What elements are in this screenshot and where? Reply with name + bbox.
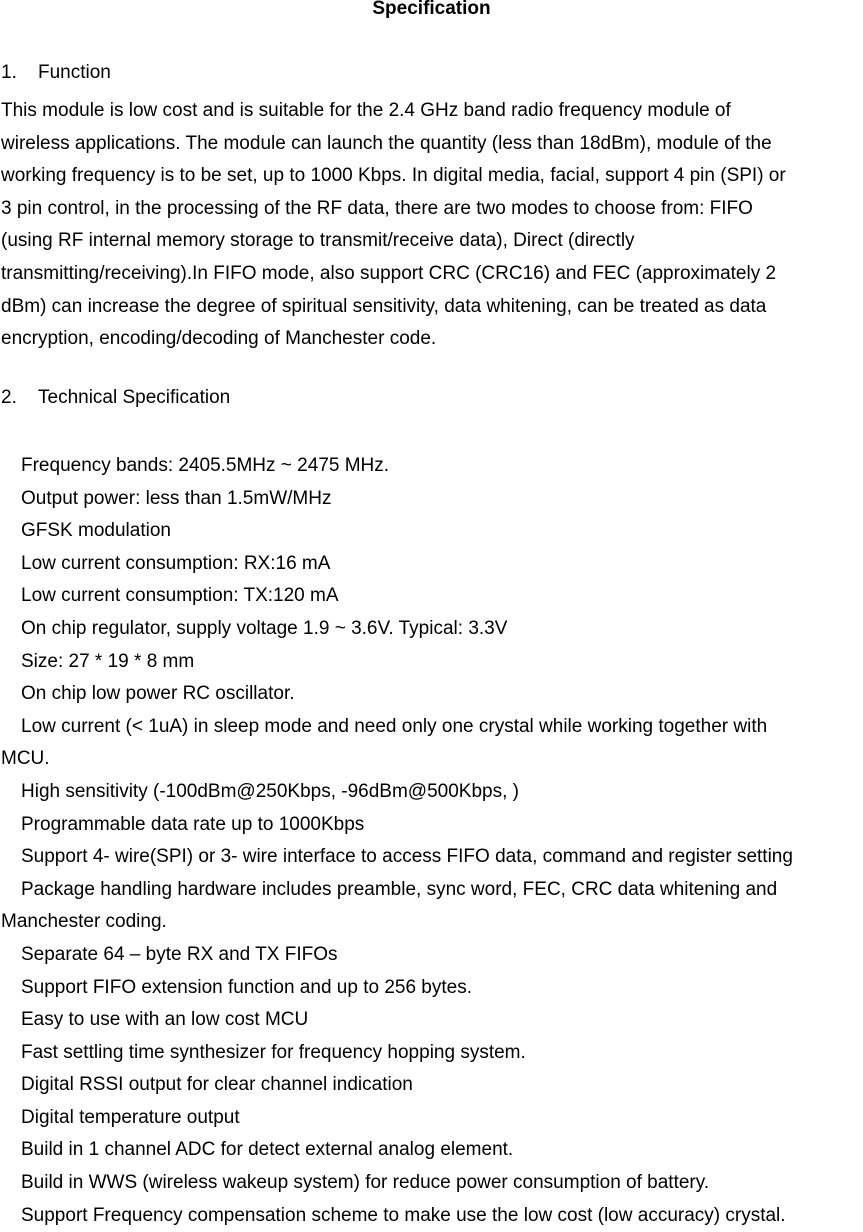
- page-title: Specification: [372, 0, 491, 19]
- spec-item: [0, 1167, 863, 1200]
- spec-item-continuation: MCU.: [1, 748, 50, 770]
- spec-item-text: On chip regulator, supply voltage 1.9 ~ 3.6V. Typical: 3.3V: [21, 617, 508, 639]
- spec-item: [0, 874, 863, 939]
- spec-item-text: Separate 64 – byte RX and TX FIFOs: [21, 943, 338, 965]
- spec-item: [0, 711, 863, 776]
- spec-item-text: Easy to use with an low cost MCU: [21, 1009, 309, 1031]
- spec-item-text: Programmable data rate up to 1000Kbps: [21, 813, 365, 835]
- spec-item-text: Digital RSSI output for clear channel indication: [21, 1074, 413, 1096]
- function-paragraph-line: wireless applications. The module can launch the quantity (less than 18dBm), module of the: [1, 132, 772, 154]
- spec-item-text: Frequency bands: 2405.5MHz ~ 2475 MHz.: [21, 455, 390, 476]
- spec-item: [0, 450, 863, 483]
- spec-item: [0, 1134, 863, 1167]
- spec-item-text: Package handling hardware includes preamble, sync word, FEC, CRC data whitening and: [21, 878, 778, 900]
- spec-item: [0, 1102, 863, 1135]
- spec-item-text: Low current (< 1uA) in sleep mode and need only one crystal while working together with: [21, 715, 768, 737]
- spec-item-text: Low current consumption: RX:16 mA: [21, 552, 331, 574]
- spec-item-text: Support FIFO extension function and up to 256 bytes.: [21, 976, 472, 998]
- spec-item: [0, 483, 863, 516]
- spec-item: [0, 1004, 863, 1037]
- spec-item: [0, 1037, 863, 1070]
- technical-spec-list: [0, 450, 863, 1232]
- spec-item: [0, 548, 863, 581]
- function-paragraph-line: transmitting/receiving).In FIFO mode, also support CRC (CRC16) and FEC (approximately 2: [1, 262, 777, 284]
- spec-item: [0, 515, 863, 548]
- spec-item-text: Support 4- wire(SPI) or 3- wire interface to access FIFO data, command and register setting: [21, 846, 793, 868]
- function-paragraph-line: This module is low cost and is suitable for the 2.4 GHz band radio frequency module of: [1, 100, 731, 121]
- section-1-title: Function: [38, 62, 111, 83]
- spec-item: [0, 678, 863, 711]
- spec-item-text: Low current consumption: TX:120 mA: [21, 585, 339, 607]
- function-paragraph-line: (using RF internal memory storage to transmit/receive data), Direct (directly: [1, 230, 635, 252]
- spec-item: [0, 809, 863, 842]
- function-paragraph-line: 3 pin control, in the processing of the RF data, there are two modes to choose from: FIFO: [1, 197, 753, 219]
- spec-item: [0, 580, 863, 613]
- function-paragraph-line: encryption, encoding/decoding of Manchester code.: [1, 328, 437, 350]
- function-paragraph-line: dBm) can increase the degree of spiritual sensitivity, data whitening, can be treated as data: [1, 295, 767, 317]
- spec-item: [0, 841, 863, 874]
- spec-item-text: Build in 1 channel ADC for detect external analog element.: [21, 1139, 514, 1161]
- spec-item: [0, 972, 863, 1005]
- spec-item-text: Digital temperature output: [21, 1106, 240, 1128]
- section-1-number: 1.: [1, 62, 17, 83]
- spec-item: [0, 1200, 863, 1232]
- spec-item-text: Fast settling time synthesizer for frequency hopping system.: [21, 1041, 526, 1063]
- spec-item: [0, 776, 863, 809]
- function-paragraph: [1, 95, 863, 356]
- spec-item: [0, 939, 863, 972]
- spec-item-text: Build in WWS (wireless wakeup system) for reduce power consumption of battery.: [21, 1172, 710, 1194]
- section-2-heading: [1, 387, 230, 409]
- spec-item-text: High sensitivity (-100dBm@250Kbps, -96dBm@500Kbps, ): [21, 780, 519, 802]
- spec-item: [0, 1069, 863, 1102]
- spec-item-text: Size: 27 * 19 * 8 mm: [21, 650, 195, 672]
- spec-item-text: Support Frequency compensation scheme to make use the low cost (low accuracy) crystal.: [21, 1204, 786, 1226]
- section-1-heading: [1, 62, 111, 84]
- spec-item-text: Output power: less than 1.5mW/MHz: [21, 487, 332, 509]
- function-paragraph-line: working frequency is to be set, up to 1000 Kbps. In digital media, facial, support 4 pin (SPI) or: [1, 165, 786, 187]
- spec-item-text: On chip low power RC oscillator.: [21, 683, 295, 705]
- spec-item-continuation: Manchester coding.: [1, 911, 167, 933]
- spec-item: [0, 646, 863, 679]
- spec-item-text: GFSK modulation: [21, 520, 171, 542]
- spec-item: [0, 613, 863, 646]
- section-2-number: 2.: [1, 387, 17, 408]
- section-2-title: Technical Specification: [38, 387, 231, 408]
